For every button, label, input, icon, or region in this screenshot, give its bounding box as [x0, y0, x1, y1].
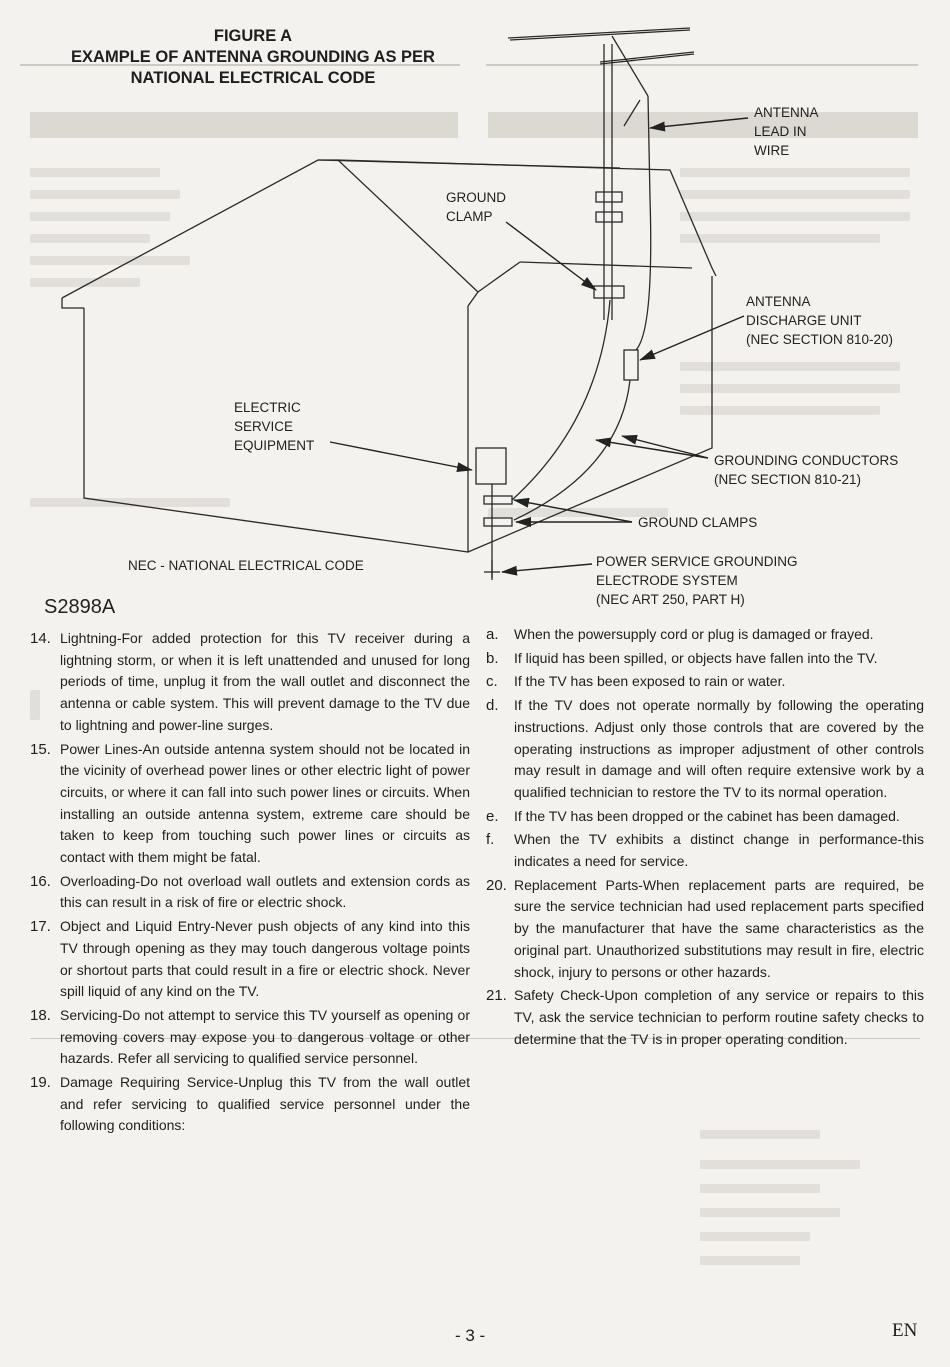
item-number: d.	[486, 697, 499, 715]
label-ground-clamps: GROUND CLAMPS	[638, 515, 758, 530]
list-item	[30, 1005, 470, 1070]
item-text: Overloading-Do not overload wall outlets and extension cords as this can result in a risk of fire or electric shock.	[60, 872, 470, 911]
language-code: EN	[892, 1320, 918, 1341]
label-line: POWER SERVICE GROUNDING	[596, 554, 798, 569]
list-item	[486, 806, 924, 828]
list-item	[486, 671, 924, 693]
figure-subtitle-line2: NATIONAL ELECTRICAL CODE	[130, 69, 376, 87]
item-text: Servicing-Do not attempt to service this TV yourself as opening or removing covers may expose you to dangerous voltage or other hazards. Refer all servicing to qualified service personnel.	[60, 1006, 470, 1067]
item-number: b.	[486, 649, 499, 667]
ground-clamp-icon	[484, 518, 512, 526]
label-line: CLAMP	[446, 209, 493, 224]
label-line: ELECTRIC	[234, 400, 301, 415]
item-number: 19.	[30, 1074, 51, 1092]
ground-clamp-icon	[484, 496, 512, 504]
bleed-line	[700, 1256, 800, 1265]
list-item	[30, 916, 470, 1003]
item-number: 21.	[486, 987, 507, 1005]
figure-title: FIGURE A	[213, 27, 293, 45]
ground-clamp-icon	[594, 286, 624, 298]
bleed-line	[700, 1130, 820, 1139]
list-item	[30, 871, 470, 914]
label-line: GROUND	[446, 190, 506, 205]
list-item	[486, 648, 924, 670]
item-number: f.	[486, 831, 495, 849]
item-number: 20.	[486, 876, 507, 894]
item-text: Damage Requiring Service-Unplug this TV from the wall outlet and refer servicing to qualified service personnel under the following conditions:	[60, 1074, 470, 1134]
label-power-service	[596, 552, 798, 609]
mast-clamp	[596, 212, 622, 222]
item-text: Lightning-For added protection for this TV receiver during a lightning storm, or when it is left unattended and unused for long periods of time, unplug it from the wall outlet and disconnect the antenna or cable system. This will prevent damage to the TV due to lightning and power-line surges.	[60, 630, 470, 733]
label-line: ANTENNA	[746, 294, 811, 309]
item-number: 14.	[30, 630, 51, 647]
right-column	[486, 624, 924, 1052]
item-number: 18.	[30, 1006, 51, 1024]
antenna-assembly	[476, 28, 694, 580]
item-text: Power Lines-An outside antenna system should not be located in the vicinity of overhead power lines or other electric light of power circuits, or where it can fall into such power lines or circuits. When installing an outside antenna system, extreme care should be taken to keep from touching such power lines or circuits as contact with them might be fatal.	[60, 740, 470, 866]
figure-subtitle-line1: EXAMPLE OF ANTENNA GROUNDING AS PER	[71, 48, 435, 66]
callout-arrows	[330, 118, 748, 572]
label-nec-note: NEC - NATIONAL ELECTRICAL CODE	[128, 558, 364, 573]
electric-service-box-icon	[476, 448, 506, 484]
item-number: a.	[486, 626, 499, 643]
mast-clamp	[596, 192, 622, 202]
item-text: If the TV has been dropped or the cabinet has been damaged.	[514, 807, 900, 824]
label-line: EQUIPMENT	[234, 438, 315, 453]
label-line: DISCHARGE UNIT	[746, 313, 862, 328]
label-line: (NEC SECTION 810-21)	[714, 472, 862, 487]
list-item	[486, 875, 924, 984]
label-line: ANTENNA	[754, 105, 819, 120]
label-antenna-lead-in	[754, 103, 819, 160]
item-number: e.	[486, 807, 499, 825]
list-item	[30, 628, 470, 737]
list-item	[486, 985, 924, 1050]
page-number: - 3 -	[455, 1326, 486, 1345]
item-text: If the TV does not operate normally by following the operating instructions. Adjust only those controls that are covered by the operating instructions as improper adjustment of other controls may result in damage and will often require extensive work by a qualified technician to restore the TV to its normal operation.	[514, 697, 924, 800]
bleed-line	[700, 1184, 820, 1193]
item-text: Safety Check-Upon completion of any service or repairs to this TV, ask the service technician to perform routine safety checks to determine that the TV is in proper operating condition.	[514, 987, 924, 1047]
list-item	[486, 624, 924, 646]
item-number: 17.	[30, 918, 51, 936]
item-text: When the powersupply cord or plug is damaged or frayed.	[514, 626, 874, 642]
list-item	[30, 1072, 470, 1137]
label-electric-service	[234, 398, 314, 455]
label-line: LEAD IN	[754, 124, 807, 139]
list-item	[486, 829, 924, 872]
label-line: GROUNDING CONDUCTORS	[714, 453, 899, 468]
item-text: Object and Liquid Entry-Never push objects of any kind into this TV through opening as they may touch dangerous voltage points or shortout parts that could result in a fire or electric shock. Never spill liquid of any kind on the TV.	[60, 918, 470, 1000]
label-grounding-conductors	[714, 451, 898, 489]
label-line: (NEC ART 250, PART H)	[596, 592, 745, 607]
label-line: (NEC SECTION 810-20)	[746, 332, 894, 347]
discharge-unit-icon	[624, 350, 638, 380]
item-number: c.	[486, 673, 498, 691]
item-number: 16.	[30, 872, 51, 890]
label-ground-clamp	[446, 188, 506, 226]
bleed-line	[700, 1208, 840, 1217]
figure-code: S2898A	[44, 596, 116, 618]
house-outline	[62, 160, 716, 552]
label-line: WIRE	[754, 143, 790, 158]
item-number: 15.	[30, 740, 51, 758]
list-item	[486, 695, 924, 804]
label-discharge-unit	[746, 292, 893, 349]
list-item	[30, 739, 470, 869]
item-text: If liquid has been spilled, or objects have fallen into the TV.	[514, 649, 878, 666]
item-text: Replacement Parts-When replacement parts are required, be sure the service technician had used replacement parts specified by the manufacturer that have the same characteristics as the original part. Unauthorized substitutions may result in fire, electric shock, injury to persons or other hazards.	[514, 876, 924, 980]
item-text: If the TV has been exposed to rain or water.	[514, 673, 786, 690]
label-line: ELECTRODE SYSTEM	[596, 573, 738, 588]
bleed-line	[700, 1232, 810, 1241]
left-column	[30, 628, 470, 1139]
label-line: SERVICE	[234, 419, 294, 434]
bleed-line	[700, 1160, 860, 1169]
item-text: When the TV exhibits a distinct change in performance-this indicates a need for service.	[514, 831, 924, 870]
